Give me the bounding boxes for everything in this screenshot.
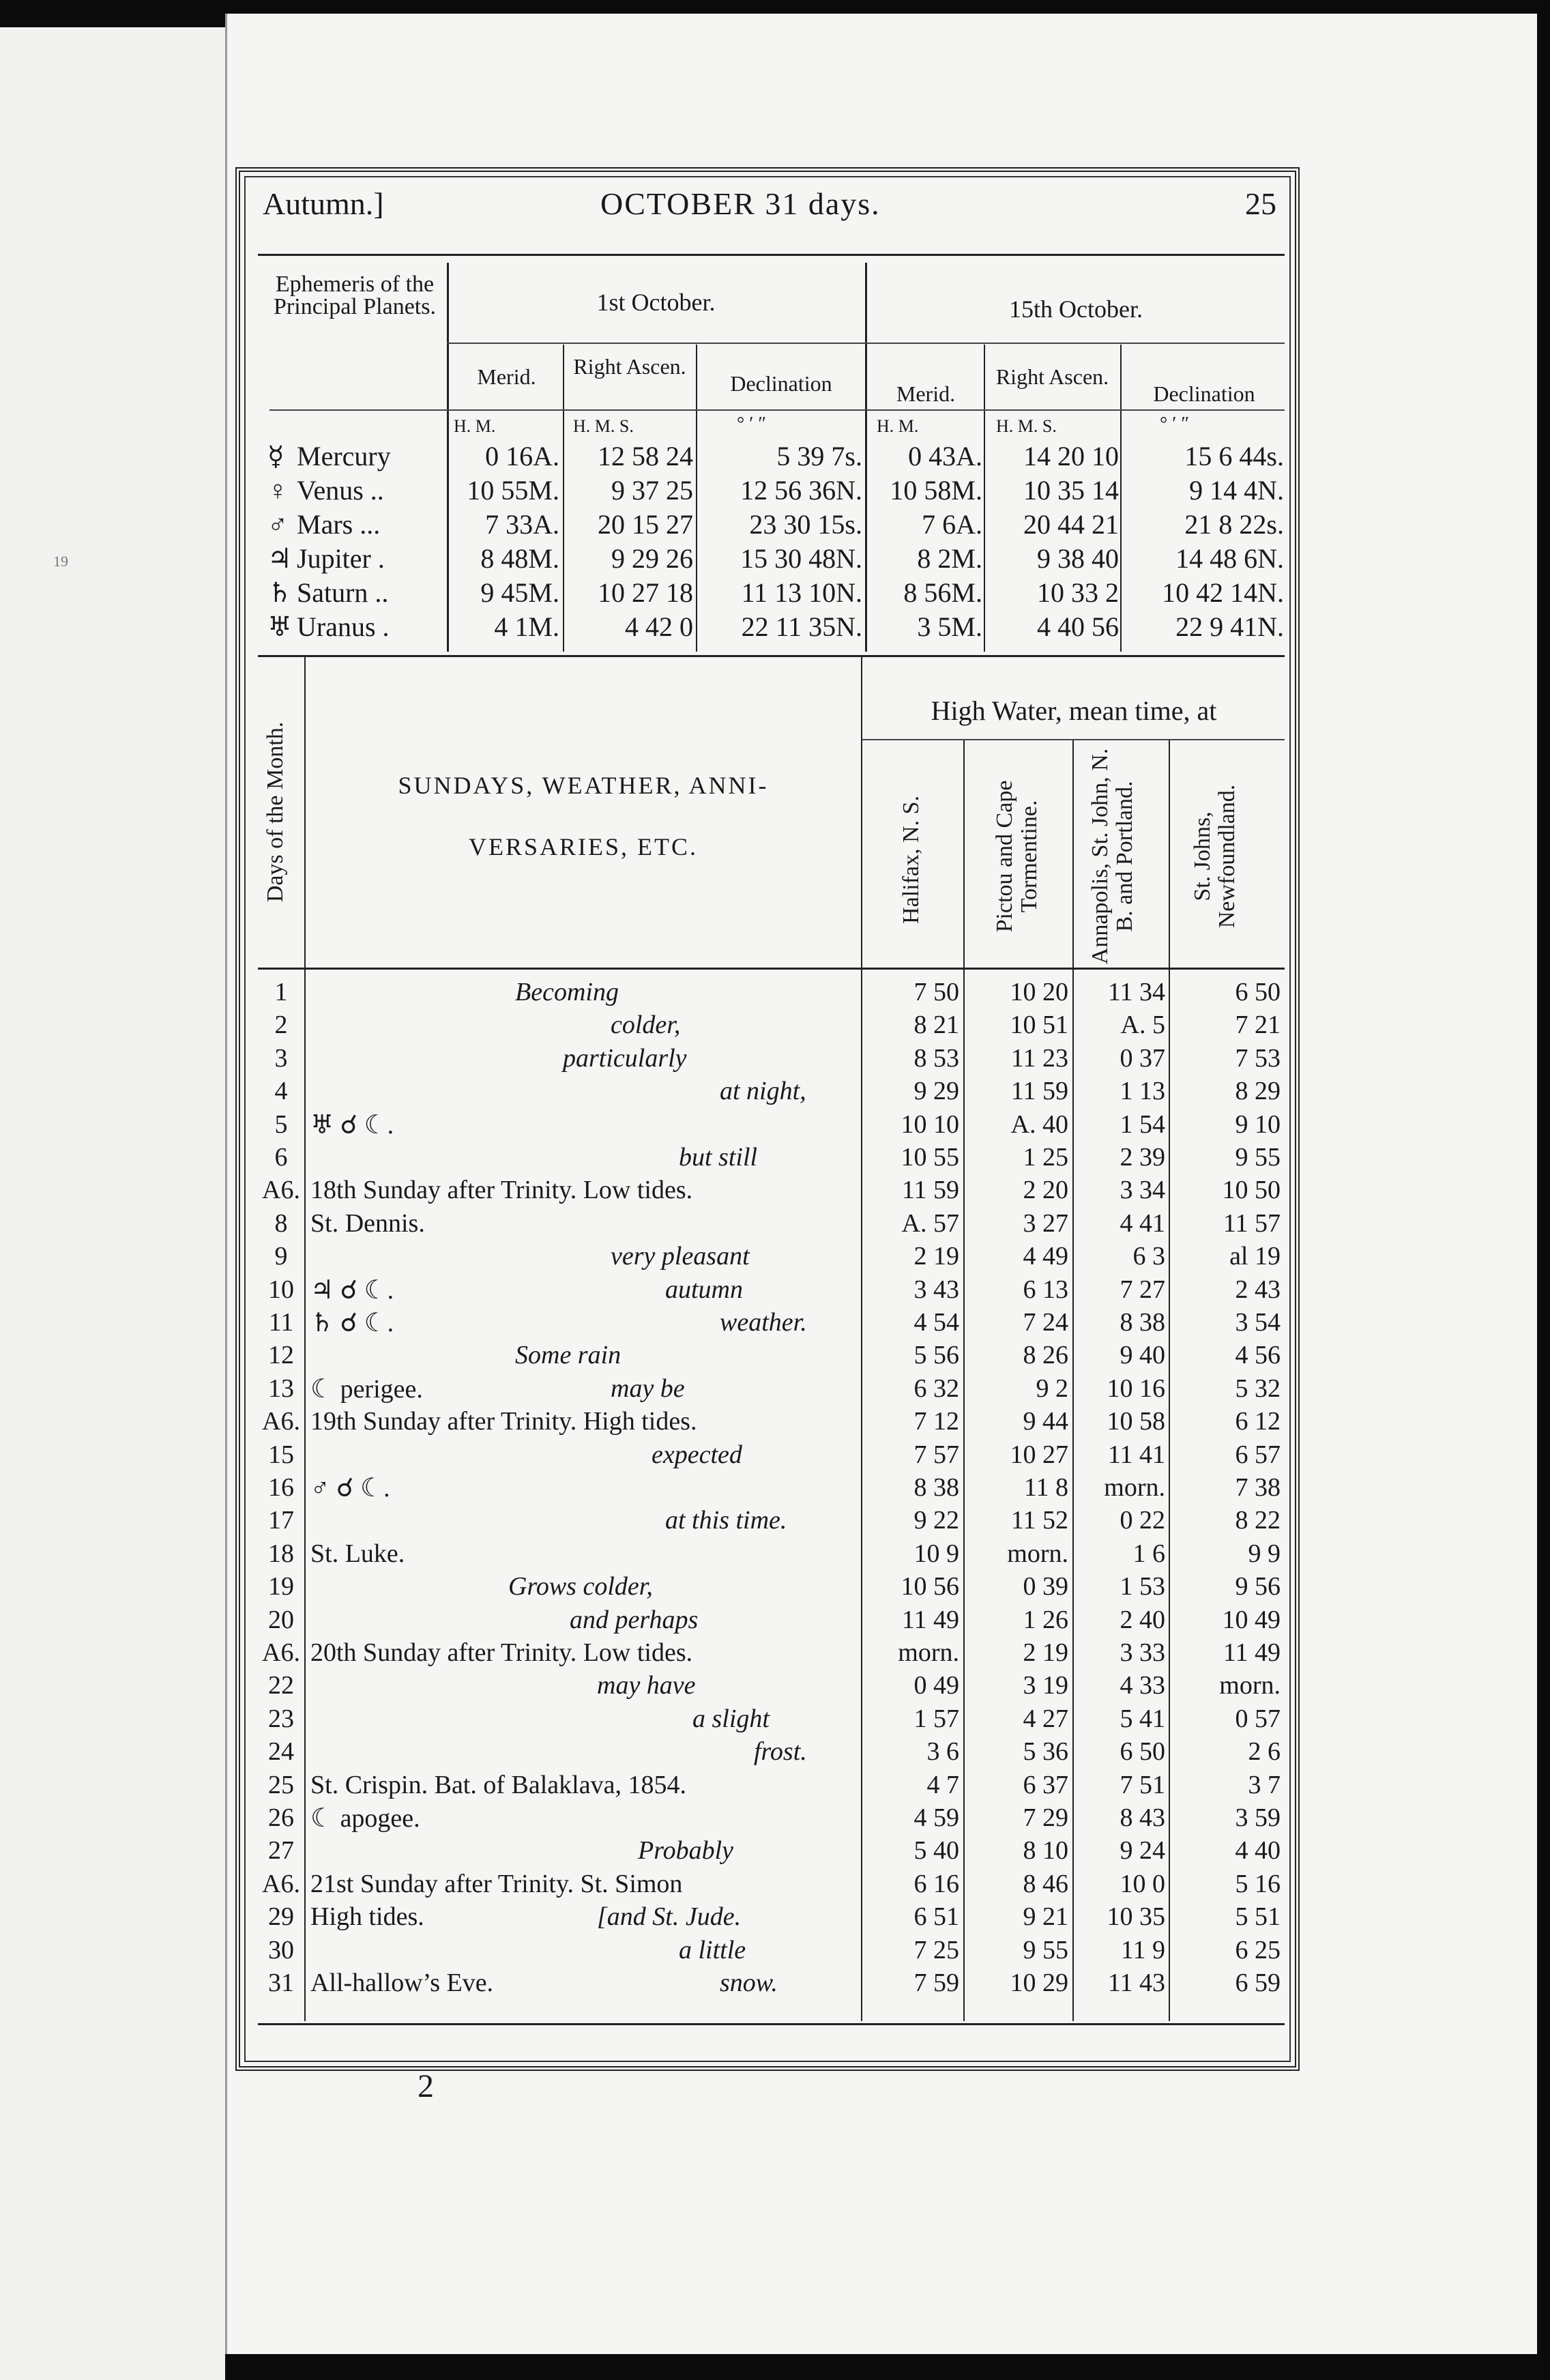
planet-d1: 22 11 35N. <box>741 611 862 642</box>
col-merid-1: Merid. <box>477 364 536 389</box>
header-rule <box>258 254 1285 256</box>
tide-time: 11 8 <box>1023 1473 1068 1502</box>
tide-time: 9 56 <box>1235 1572 1281 1601</box>
weather-text: may have <box>597 1671 696 1700</box>
page-title: OCTOBER 31 days. <box>600 186 881 221</box>
ephemeris-bottom-rule <box>258 655 1285 657</box>
page-number: 25 <box>1245 186 1276 221</box>
tide-time: 9 2 <box>1036 1374 1068 1403</box>
weather-text: Grows colder, <box>508 1572 653 1601</box>
planet-m1: 8 48M. <box>480 543 559 574</box>
planet-m1: 9 45M. <box>480 577 559 608</box>
tide-time: 3 43 <box>913 1275 959 1304</box>
weather-text: and perhaps <box>570 1606 699 1634</box>
day-number: 27 <box>268 1836 294 1865</box>
event-text: ♅ ☌ ☾. <box>310 1111 394 1140</box>
tide-time: 10 49 <box>1222 1606 1281 1634</box>
tide-time: 7 12 <box>913 1407 959 1436</box>
tide-time: 10 56 <box>901 1572 959 1601</box>
day-number: 29 <box>268 1902 294 1931</box>
tide-time: 6 37 <box>1023 1771 1068 1799</box>
tide-time: 11 49 <box>901 1606 959 1634</box>
tide-col-divider <box>1072 740 1074 2021</box>
tide-time: 0 22 <box>1120 1506 1165 1535</box>
day-number: 1 <box>274 978 288 1006</box>
day-number: 6 <box>274 1143 288 1172</box>
event-text: St. Dennis. <box>310 1209 425 1238</box>
tide-time: 7 21 <box>1235 1011 1281 1039</box>
planet-name: Jupiter . <box>297 543 385 574</box>
day-number: 15 <box>268 1440 294 1469</box>
weather-text: Probably <box>638 1836 734 1865</box>
tide-time: 7 50 <box>913 978 959 1006</box>
tide-time: 11 59 <box>901 1176 959 1204</box>
col-ra-1: Right Ascen. <box>573 354 686 379</box>
tide-time: 10 10 <box>901 1110 959 1139</box>
tide-time: 6 50 <box>1120 1737 1165 1766</box>
units-ra-2: H. M. S. <box>996 416 1057 436</box>
weather-text: [and St. Jude. <box>597 1902 742 1931</box>
tide-time: 4 49 <box>1023 1242 1068 1271</box>
ephemeris-subheader-rule <box>447 343 1285 344</box>
tide-time: 8 38 <box>1120 1308 1165 1337</box>
col-ra-2: Right Ascen. <box>995 364 1109 389</box>
event-text: ♂ ☌ ☾. <box>310 1474 390 1503</box>
tide-time: 10 35 <box>1107 1902 1165 1931</box>
tide-time: 8 22 <box>1235 1506 1281 1535</box>
eph-col-line <box>563 345 564 652</box>
tide-time: 11 57 <box>1223 1209 1281 1238</box>
tide-time: 10 0 <box>1120 1870 1165 1898</box>
tide-time: 6 50 <box>1235 978 1281 1006</box>
event-text: ☾ apogee. <box>310 1804 420 1833</box>
port-halifax: Halifax, N. S. <box>898 796 924 924</box>
day-number: 16 <box>268 1473 294 1502</box>
tide-time: 11 59 <box>1010 1077 1068 1105</box>
port-pictou: Pictou and Cape Tormentine. <box>992 780 1042 933</box>
day-number: 25 <box>268 1771 294 1799</box>
tide-time: morn. <box>898 1638 959 1667</box>
planet-ra2: 20 44 21 <box>1023 509 1119 540</box>
tide-time: 6 51 <box>913 1902 959 1931</box>
tide-time: al 19 <box>1229 1242 1281 1271</box>
tide-time: 11 9 <box>1120 1936 1165 1964</box>
units-rule <box>269 409 1285 411</box>
day-number: 19 <box>268 1572 294 1601</box>
tide-time: 4 40 <box>1235 1836 1281 1865</box>
planet-ra1: 20 15 27 <box>598 509 693 540</box>
port-st-johns: St. Johns, Newfoundland. <box>1190 784 1240 929</box>
ephemeris-title: Ephemeris of the Principal Planets. <box>274 272 436 319</box>
day-number: A6. <box>262 1176 300 1204</box>
tide-time: 2 39 <box>1120 1143 1165 1172</box>
tide-time: 7 57 <box>913 1440 959 1469</box>
planet-name: Saturn .. <box>297 577 389 608</box>
tide-time: 3 27 <box>1023 1209 1068 1238</box>
tide-time: 5 16 <box>1235 1870 1281 1898</box>
planet-m2: 3 5M. <box>917 611 982 642</box>
tide-time: 8 26 <box>1023 1341 1068 1369</box>
planet-symbol-icon: ♂ <box>267 509 288 540</box>
tide-time: 4 56 <box>1235 1341 1281 1369</box>
planet-m2: 0 43A. <box>908 441 982 471</box>
events-header-line1: SUNDAYS, WEATHER, ANNI- <box>398 772 769 799</box>
tide-time: 6 59 <box>1235 1969 1281 1997</box>
planet-d2: 10 42 14N. <box>1162 577 1284 608</box>
weather-text: but still <box>679 1143 758 1172</box>
tide-time: 2 40 <box>1120 1606 1165 1634</box>
planet-ra1: 12 58 24 <box>598 441 693 471</box>
planet-ra1: 10 27 18 <box>598 577 693 608</box>
units-ra-1: H. M. S. <box>573 416 634 436</box>
tide-time: 7 53 <box>1235 1044 1281 1073</box>
high-water-rule <box>862 739 1285 740</box>
tide-time: 4 54 <box>913 1308 959 1337</box>
planet-ra1: 4 42 0 <box>625 611 693 642</box>
tide-time: 4 33 <box>1120 1671 1165 1700</box>
tide-time: 11 41 <box>1107 1440 1165 1469</box>
tide-time: 2 6 <box>1248 1737 1281 1766</box>
tide-time: 7 51 <box>1120 1771 1165 1799</box>
event-text: High tides. <box>310 1902 424 1931</box>
tide-time: 4 7 <box>926 1771 959 1799</box>
col-decl-2: Declination <box>1153 381 1255 406</box>
day-number: 3 <box>274 1044 288 1073</box>
tide-time: 2 43 <box>1235 1275 1281 1304</box>
left-page-mark: 19 <box>53 553 68 570</box>
planet-ra1: 9 29 26 <box>611 543 693 574</box>
tide-time: 9 29 <box>913 1077 959 1105</box>
tide-time: 2 19 <box>1023 1638 1068 1667</box>
day-number: 13 <box>268 1374 294 1403</box>
weather-text: at night, <box>720 1077 806 1105</box>
tide-time: 1 57 <box>913 1704 959 1733</box>
planet-d1: 15 30 48N. <box>740 543 862 574</box>
events-col-divider <box>861 656 862 2021</box>
tide-time: 5 36 <box>1023 1737 1068 1766</box>
tide-time: morn. <box>1104 1473 1165 1502</box>
tide-time: 10 55 <box>901 1143 959 1172</box>
planet-symbol-icon: ☿ <box>267 441 284 471</box>
weather-text: particularly <box>563 1044 687 1073</box>
planet-d2: 22 9 41N. <box>1175 611 1284 642</box>
tide-time: 10 16 <box>1107 1374 1165 1403</box>
units-merid-1: H. M. <box>454 416 496 436</box>
planet-d2: 9 14 4N. <box>1189 475 1284 506</box>
tide-time: 7 27 <box>1120 1275 1165 1304</box>
calendar-bottom-rule <box>258 2023 1285 2025</box>
tide-time: 10 58 <box>1107 1407 1165 1436</box>
weather-text: may be <box>611 1374 685 1403</box>
planet-symbol-icon: ♃ <box>267 543 292 574</box>
planet-d2: 21 8 22s. <box>1184 509 1284 540</box>
planet-d2: 14 48 6N. <box>1175 543 1284 574</box>
tide-time: 4 59 <box>913 1803 959 1832</box>
units-merid-2: H. M. <box>877 416 919 436</box>
tide-time: 7 38 <box>1235 1473 1281 1502</box>
tide-time: A. 40 <box>1010 1110 1068 1139</box>
tide-time: 6 3 <box>1132 1242 1165 1271</box>
tide-time: 8 43 <box>1120 1803 1165 1832</box>
event-text: St. Luke. <box>310 1539 405 1568</box>
tide-time: 1 13 <box>1120 1077 1165 1105</box>
high-water-title: High Water, mean time, at <box>931 695 1217 726</box>
planet-symbol-icon: ♄ <box>267 577 292 608</box>
tide-time: 6 12 <box>1235 1407 1281 1436</box>
tide-time: 0 39 <box>1023 1572 1068 1601</box>
weather-text: very pleasant <box>611 1242 750 1271</box>
tide-time: morn. <box>1219 1671 1281 1700</box>
day-number: 11 <box>268 1308 294 1337</box>
days-col-divider <box>304 656 306 2021</box>
tide-time: 11 43 <box>1107 1969 1165 1997</box>
tide-time: 8 38 <box>913 1473 959 1502</box>
weather-text: expected <box>652 1440 742 1469</box>
day-number: 30 <box>268 1936 294 1964</box>
tide-time: 2 20 <box>1023 1176 1068 1204</box>
tide-time: 9 21 <box>1023 1902 1068 1931</box>
tide-time: 1 53 <box>1120 1572 1165 1601</box>
planet-ra2: 10 35 14 <box>1023 475 1119 506</box>
event-text: 20th Sunday after Trinity. Low tides. <box>310 1638 693 1667</box>
planet-ra1: 9 37 25 <box>611 475 693 506</box>
tide-time: 7 25 <box>913 1936 959 1964</box>
tide-time: 3 33 <box>1120 1638 1165 1667</box>
planet-m2: 8 2M. <box>917 543 982 574</box>
planet-m2: 10 58M. <box>890 475 982 506</box>
tide-time: 8 46 <box>1023 1870 1068 1898</box>
weather-text: colder, <box>611 1011 681 1039</box>
planet-d1: 23 30 15s. <box>749 509 862 540</box>
day-number: 5 <box>274 1110 288 1139</box>
day-number: 2 <box>274 1011 288 1039</box>
tide-time: 9 40 <box>1120 1341 1165 1369</box>
planet-ra2: 4 40 56 <box>1037 611 1119 642</box>
event-text: ☾ perigee. <box>310 1375 423 1404</box>
day-number: 26 <box>268 1803 294 1832</box>
planet-m1: 4 1M. <box>494 611 559 642</box>
tide-time: 9 22 <box>913 1506 959 1535</box>
weather-text: a little <box>679 1936 746 1964</box>
day-number: 24 <box>268 1737 294 1766</box>
events-header-line2: VERSARIES, ETC. <box>468 833 699 860</box>
day-number: 18 <box>268 1539 294 1568</box>
day-number: 31 <box>268 1969 294 1997</box>
planet-name: Mars ... <box>297 509 381 540</box>
col-merid-2: Merid. <box>896 381 956 406</box>
weather-text: Some rain <box>515 1341 622 1369</box>
planet-m2: 8 56M. <box>903 577 982 608</box>
event-text: 21st Sunday after Trinity. St. Simon <box>310 1870 683 1898</box>
tide-time: 8 53 <box>913 1044 959 1073</box>
tide-time: 3 59 <box>1235 1803 1281 1832</box>
tide-time: 6 32 <box>913 1374 959 1403</box>
tide-time: 3 34 <box>1120 1176 1165 1204</box>
weather-text: at this time. <box>665 1506 787 1535</box>
tide-time: A. 5 <box>1120 1011 1165 1039</box>
tide-time: 8 29 <box>1235 1077 1281 1105</box>
tide-time: 5 41 <box>1120 1704 1165 1733</box>
tide-time: 7 24 <box>1023 1308 1068 1337</box>
tide-time: 1 6 <box>1132 1539 1165 1568</box>
eph-col-line <box>696 345 697 652</box>
season-label: Autumn.] <box>263 186 384 221</box>
event-text: 18th Sunday after Trinity. Low tides. <box>310 1176 693 1204</box>
day-number: 20 <box>268 1606 294 1634</box>
tide-time: 3 19 <box>1023 1671 1068 1700</box>
days-of-month-label: Days of the Month. <box>263 721 288 903</box>
ephemeris-date2: 15th October. <box>1009 295 1143 323</box>
tide-time: 3 6 <box>926 1737 959 1766</box>
tide-time: 11 49 <box>1223 1638 1281 1667</box>
tide-time: 10 50 <box>1222 1176 1281 1204</box>
planet-ra2: 14 20 10 <box>1023 441 1119 471</box>
tide-time: 0 37 <box>1120 1044 1165 1073</box>
day-number: A6. <box>262 1870 300 1898</box>
day-number: 22 <box>268 1671 294 1700</box>
tide-time: 1 54 <box>1120 1110 1165 1139</box>
event-text: St. Crispin. Bat. of Balaklava, 1854. <box>310 1771 686 1799</box>
tide-time: 8 10 <box>1023 1836 1068 1865</box>
tide-col-divider <box>1169 740 1170 2021</box>
day-number: A6. <box>262 1407 300 1436</box>
day-number: 12 <box>268 1341 294 1369</box>
event-text: 19th Sunday after Trinity. High tides. <box>310 1407 697 1436</box>
day-number: 10 <box>268 1275 294 1304</box>
planet-d1: 11 13 10N. <box>741 577 862 608</box>
planet-ra2: 10 33 2 <box>1037 577 1119 608</box>
eph-col-line <box>1120 345 1122 652</box>
tide-time: 11 34 <box>1107 978 1165 1006</box>
units-decl-1: ° ′ ″ <box>737 413 766 435</box>
day-number: 4 <box>274 1077 288 1105</box>
col-decl-1: Declination <box>730 371 832 396</box>
planet-symbol-icon: ♅ <box>267 611 292 642</box>
planet-m1: 0 16A. <box>485 441 559 471</box>
tide-time: 5 56 <box>913 1341 959 1369</box>
tide-time: 9 9 <box>1248 1539 1281 1568</box>
tide-time: 1 26 <box>1023 1606 1068 1634</box>
tide-time: 8 21 <box>913 1011 959 1039</box>
tide-time: 9 55 <box>1235 1143 1281 1172</box>
planet-d1: 12 56 36N. <box>740 475 862 506</box>
tide-col-divider <box>963 740 965 2021</box>
tide-time: 9 55 <box>1023 1936 1068 1964</box>
weather-text: Becoming <box>515 978 619 1006</box>
planet-m1: 7 33A. <box>485 509 559 540</box>
tide-time: 6 13 <box>1023 1275 1068 1304</box>
tide-time: 0 57 <box>1235 1704 1281 1733</box>
tide-time: 1 25 <box>1023 1143 1068 1172</box>
tide-time: 3 54 <box>1235 1308 1281 1337</box>
planet-symbol-icon: ♀ <box>267 475 288 506</box>
left-page-edge <box>0 27 225 2380</box>
tide-time: 9 24 <box>1120 1836 1165 1865</box>
event-text: ♃ ☌ ☾. <box>310 1276 394 1305</box>
tide-time: 5 51 <box>1235 1902 1281 1931</box>
tide-time: morn. <box>1007 1539 1068 1568</box>
planet-d2: 15 6 44s. <box>1184 441 1284 471</box>
tide-time: 4 27 <box>1023 1704 1068 1733</box>
tide-time: 10 51 <box>1010 1011 1068 1039</box>
tide-time: 10 27 <box>1010 1440 1068 1469</box>
tide-time: 7 29 <box>1023 1803 1068 1832</box>
tide-time: 2 19 <box>913 1242 959 1271</box>
eph-col-line <box>984 345 985 652</box>
tide-time: 6 57 <box>1235 1440 1281 1469</box>
tide-time: A. 57 <box>901 1209 959 1238</box>
planet-ra2: 9 38 40 <box>1037 543 1119 574</box>
tide-time: 11 23 <box>1010 1044 1068 1073</box>
weather-text: frost. <box>754 1737 807 1766</box>
day-number: 23 <box>268 1704 294 1733</box>
planet-name: Mercury <box>297 441 391 471</box>
day-number: 8 <box>274 1209 288 1238</box>
calendar-header-rule <box>258 968 1285 970</box>
planet-m2: 7 6A. <box>922 509 982 540</box>
day-number: 17 <box>268 1506 294 1535</box>
tide-time: 5 40 <box>913 1836 959 1865</box>
tide-time: 0 49 <box>913 1671 959 1700</box>
planet-name: Uranus . <box>297 611 390 642</box>
tide-time: 10 9 <box>913 1539 959 1568</box>
tide-time: 10 29 <box>1010 1969 1068 1997</box>
planet-name: Venus .. <box>297 475 384 506</box>
signature-mark: 2 <box>418 2068 434 2104</box>
tide-time: 9 10 <box>1235 1110 1281 1139</box>
planet-d1: 5 39 7s. <box>776 441 862 471</box>
ephemeris-date1: 1st October. <box>596 289 716 316</box>
tide-time: 7 59 <box>913 1969 959 1997</box>
tide-time: 10 20 <box>1010 978 1068 1006</box>
day-number: A6. <box>262 1638 300 1667</box>
tide-time: 6 16 <box>913 1870 959 1898</box>
tide-time: 3 7 <box>1248 1771 1281 1799</box>
tide-time: 4 41 <box>1120 1209 1165 1238</box>
units-decl-2: ° ′ ″ <box>1160 413 1189 435</box>
weather-text: snow. <box>720 1969 778 1997</box>
tide-time: 6 25 <box>1235 1936 1281 1964</box>
weather-text: a slight <box>692 1704 770 1733</box>
port-annapolis: Annapolis, St. John, N. B. and Portland. <box>1087 748 1137 965</box>
ephemeris-divider <box>447 263 449 652</box>
tide-time: 11 52 <box>1010 1506 1068 1535</box>
tide-time: 9 44 <box>1023 1407 1068 1436</box>
day-number: 9 <box>274 1242 288 1271</box>
event-text: ♄ ☌ ☾. <box>310 1309 394 1337</box>
event-text: All-hallow’s Eve. <box>310 1969 494 1997</box>
weather-text: weather. <box>720 1308 807 1337</box>
tide-time: 5 32 <box>1235 1374 1281 1403</box>
planet-m1: 10 55M. <box>467 475 559 506</box>
weather-text: autumn <box>665 1275 743 1304</box>
